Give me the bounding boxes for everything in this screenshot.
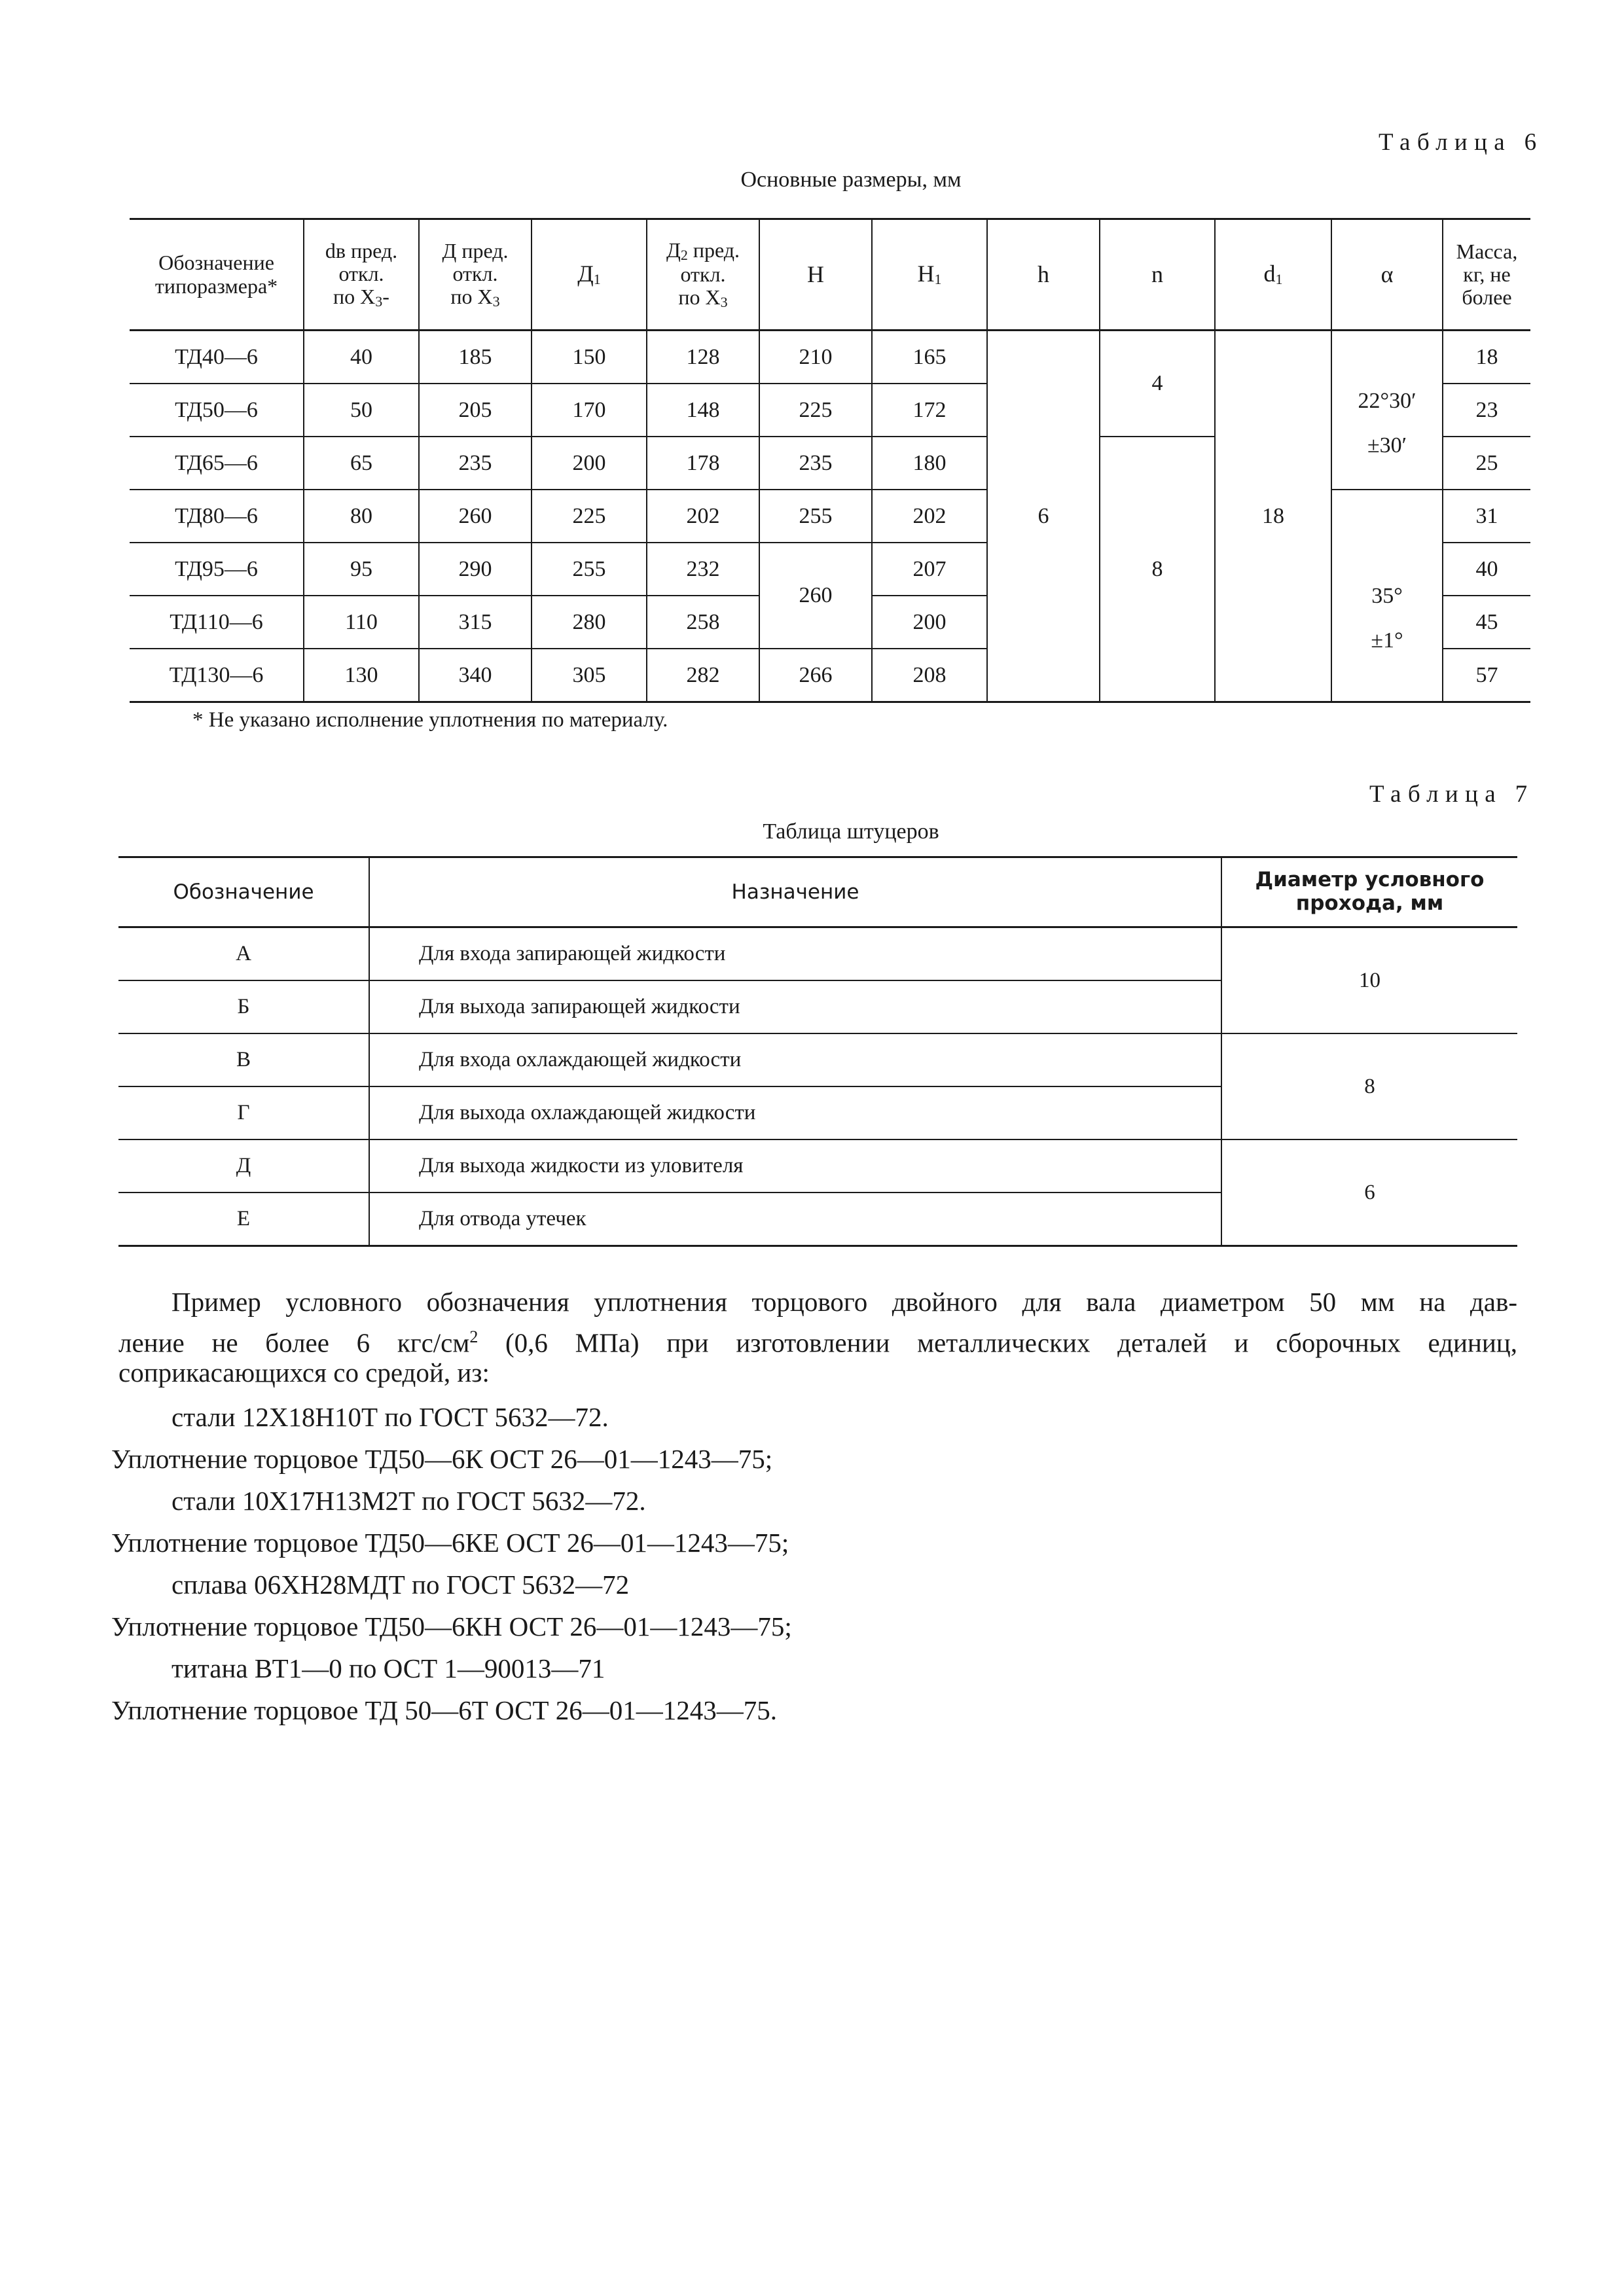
cell-h-upper: 235	[759, 437, 872, 490]
material-line: сплава 06ХН28МДТ по ГОСТ 5632—72	[171, 1570, 630, 1600]
cell-d2: 128	[647, 331, 759, 384]
header-purpose: Назначение	[369, 857, 1221, 927]
cell-h-upper: 255	[759, 490, 872, 543]
cell-designation: ТД65—6	[130, 437, 304, 490]
cell-diameter: 8	[1221, 1033, 1517, 1139]
material-line: стали 10Х17Н13М2Т по ГОСТ 5632—72.	[171, 1486, 646, 1516]
header-mass: Масса, кг, не более	[1443, 219, 1530, 331]
header-db: dв пред. откл. по Х3-	[304, 219, 419, 331]
cell-code: Б	[118, 980, 369, 1033]
material-line: титана ВТ1—0 по ОСТ 1—90013—71	[171, 1653, 605, 1683]
table6	[130, 218, 1530, 703]
cell-d2: 178	[647, 437, 759, 490]
cell-n-top: 4	[1100, 331, 1215, 437]
designation-line: Уплотнение торцовое ТД50—6К ОСТ 26—01—1243—75;	[111, 1444, 773, 1474]
cell-h1: 172	[872, 384, 987, 437]
cell-designation: ТД130—6	[130, 649, 304, 702]
cell-d1: 225	[532, 490, 647, 543]
cell-code: Г	[118, 1086, 369, 1139]
cell-designation: ТД40—6	[130, 331, 304, 384]
table-row	[130, 331, 1530, 384]
cell-d: 260	[419, 490, 532, 543]
table7-caption: Таблица штуцеров	[763, 819, 939, 844]
paragraph-line-2: ление не более 6 кгс/$см^2$ (0,6 МПа) при изготовлении металлических деталей и сборочных единиц,	[118, 1327, 1517, 1358]
cell-h-upper-merged: 260	[759, 543, 872, 649]
paragraph-line-3: соприкасающихся со средой, из:	[118, 1357, 490, 1388]
cell-d2: 282	[647, 649, 759, 702]
cell-mass: 45	[1443, 596, 1530, 649]
header-d: Д пред. откл. по Х3	[419, 219, 532, 331]
table7-header-row	[118, 857, 1517, 927]
cell-h-merged: 6	[987, 331, 1100, 702]
cell-h1: 207	[872, 543, 987, 596]
header-h-upper: Н	[759, 219, 872, 331]
cell-d2: 258	[647, 596, 759, 649]
cell-db: 95	[304, 543, 419, 596]
cell-d1-lower-merged: 18	[1215, 331, 1331, 702]
cell-mass: 57	[1443, 649, 1530, 702]
cell-db: 50	[304, 384, 419, 437]
cell-mass: 18	[1443, 331, 1530, 384]
cell-mass: 31	[1443, 490, 1530, 543]
header-d1-lower: d1	[1215, 219, 1331, 331]
cell-purpose: Для входа запирающей жидкости	[369, 927, 1221, 981]
cell-db: 110	[304, 596, 419, 649]
cell-d: 340	[419, 649, 532, 702]
cell-h-upper: 225	[759, 384, 872, 437]
table6-label: Таблица 6	[1379, 129, 1543, 156]
designation-line: Уплотнение торцовое ТД 50—6Т ОСТ 26—01—1243—75.	[111, 1695, 777, 1725]
cell-alpha-top: 22°30′ ±30′	[1331, 331, 1443, 490]
cell-code: Е	[118, 1193, 369, 1246]
cell-h1: 180	[872, 437, 987, 490]
cell-db: 65	[304, 437, 419, 490]
cell-designation: ТД110—6	[130, 596, 304, 649]
cell-d2: 202	[647, 490, 759, 543]
cell-d1: 280	[532, 596, 647, 649]
cell-d1: 170	[532, 384, 647, 437]
cell-purpose: Для выхода жидкости из уловителя	[369, 1139, 1221, 1193]
cell-n-bottom: 8	[1100, 437, 1215, 702]
cell-mass: 25	[1443, 437, 1530, 490]
cell-h-upper: 266	[759, 649, 872, 702]
cell-db: 80	[304, 490, 419, 543]
cell-purpose: Для выхода охлаждающей жидкости	[369, 1086, 1221, 1139]
cell-d1: 150	[532, 331, 647, 384]
table-row	[118, 927, 1517, 981]
designation-line: Уплотнение торцовое ТД50—6КЕ ОСТ 26—01—1243—75;	[111, 1528, 789, 1558]
designation-line: Уплотнение торцовое ТД50—6КН ОСТ 26—01—1243—75;	[111, 1611, 792, 1641]
cell-db: 40	[304, 331, 419, 384]
material-line: стали 12Х18Н10Т по ГОСТ 5632—72.	[171, 1402, 609, 1432]
cell-h1: 202	[872, 490, 987, 543]
cell-alpha-bottom: 35° ±1°	[1331, 490, 1443, 702]
cell-code: В	[118, 1033, 369, 1086]
cell-d: 290	[419, 543, 532, 596]
table6-footnote: * Не указано исполнение уплотнения по материалу.	[192, 708, 668, 732]
cell-purpose: Для входа охлаждающей жидкости	[369, 1033, 1221, 1086]
cell-d1: 200	[532, 437, 647, 490]
cell-d1: 305	[532, 649, 647, 702]
cell-h1: 200	[872, 596, 987, 649]
cell-purpose: Для выхода запирающей жидкости	[369, 980, 1221, 1033]
table-row	[118, 1139, 1517, 1193]
cell-code: Д	[118, 1139, 369, 1193]
cell-h1: 165	[872, 331, 987, 384]
header-diameter: Диаметр условного прохода, мм	[1221, 857, 1517, 927]
header-designation: Обозначение типоразмера*	[130, 219, 304, 331]
cell-h1: 208	[872, 649, 987, 702]
table6-caption: Основные размеры, мм	[740, 168, 962, 192]
cell-d2: 232	[647, 543, 759, 596]
header-h-lower: h	[987, 219, 1100, 331]
paragraph-line-1: Пример условного обозначения уплотнения торцового двойного для вала диаметром 50 мм на дав-	[171, 1287, 1517, 1317]
cell-d: 185	[419, 331, 532, 384]
table7	[118, 856, 1517, 1247]
cell-d: 205	[419, 384, 532, 437]
table-row	[118, 1033, 1517, 1086]
cell-d: 315	[419, 596, 532, 649]
cell-purpose: Для отвода утечек	[369, 1193, 1221, 1246]
cell-designation: ТД50—6	[130, 384, 304, 437]
cell-mass: 40	[1443, 543, 1530, 596]
cell-d1: 255	[532, 543, 647, 596]
cell-d: 235	[419, 437, 532, 490]
header-designation: Обозначение	[118, 857, 369, 927]
cell-h-upper: 210	[759, 331, 872, 384]
cell-designation: ТД95—6	[130, 543, 304, 596]
table7-label: Таблица 7	[1369, 781, 1534, 808]
cell-designation: ТД80—6	[130, 490, 304, 543]
cell-diameter: 10	[1221, 927, 1517, 1034]
header-n: n	[1100, 219, 1215, 331]
cell-db: 130	[304, 649, 419, 702]
table6-header-row	[130, 219, 1530, 331]
header-h1: Н1	[872, 219, 987, 331]
cell-code: А	[118, 927, 369, 981]
cell-d2: 148	[647, 384, 759, 437]
header-d2: Д2 пред. откл. по Х3	[647, 219, 759, 331]
cell-diameter: 6	[1221, 1139, 1517, 1246]
header-alpha: α	[1331, 219, 1443, 331]
header-d1: Д1	[532, 219, 647, 331]
cell-mass: 23	[1443, 384, 1530, 437]
